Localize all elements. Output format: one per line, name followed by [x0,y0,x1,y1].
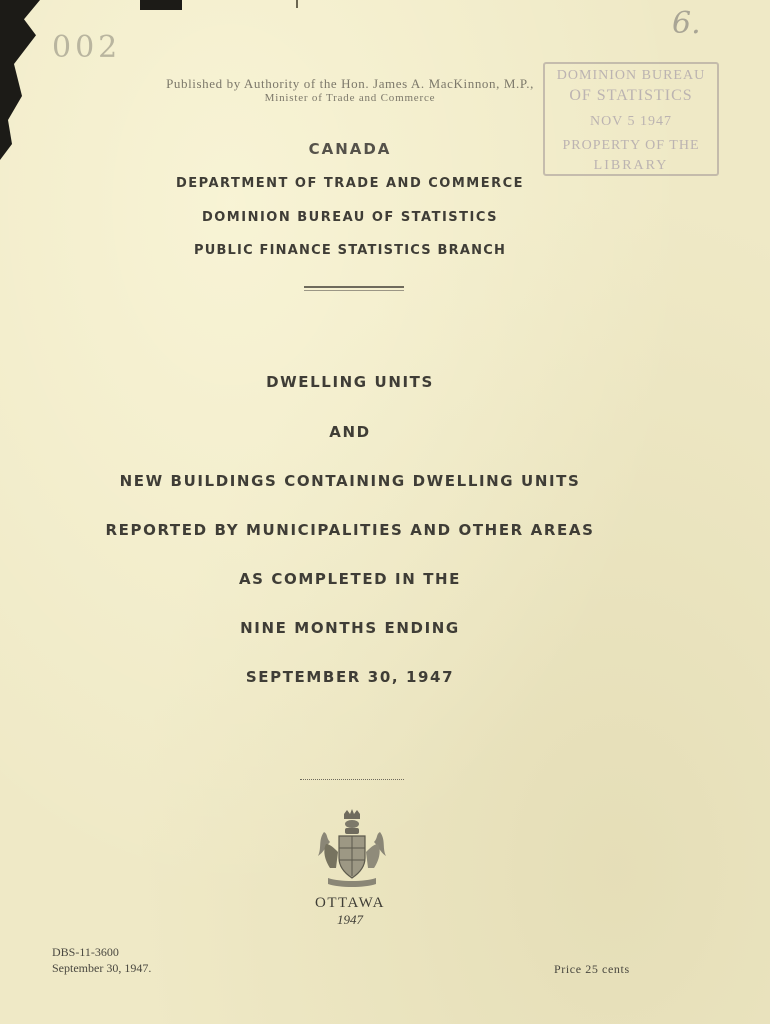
authority-line-1: Published by Authority of the Hon. James A. MacKinnon, M.P., [166,76,534,91]
library-stamp [543,62,719,176]
title-line-7: SEPTEMBER 30, 1947 [245,668,455,686]
handwritten-corner-mark: 6. [672,6,701,41]
fold-tick [296,0,298,8]
title-line-4: REPORTED BY MUNICIPALITIES AND OTHER AREAS [105,521,595,539]
divider-rule-thin [304,290,404,291]
title-line-2: AND [329,423,371,441]
authority-line-2: Minister of Trade and Commerce [264,92,436,104]
imprint-city: OTTAWA [315,895,385,911]
country-heading: CANADA [308,140,392,158]
stamp-line-1: DOMINION BUREAU [556,68,706,83]
document-code: DBS-11-3600 [52,945,119,959]
document-date: September 30, 1947. [52,961,152,975]
imprint-year: 1947 [337,912,363,927]
bureau-heading: DOMINION BUREAU OF STATISTICS [201,210,499,225]
serial-number: 002 [52,30,122,65]
department-heading: DEPARTMENT OF TRADE AND COMMERCE [175,176,525,191]
coat-of-arms-icon [316,808,388,890]
stamp-date: NOV 5 1947 [589,114,673,129]
branch-heading: PUBLIC FINANCE STATISTICS BRANCH [193,243,507,258]
stamp-line-2: OF STATISTICS [569,87,693,104]
dotted-divider [300,779,404,780]
tape-mark [140,0,182,10]
stamp-line-4: PROPERTY OF THE [562,138,700,153]
document-reference [52,944,151,976]
title-line-6: NINE MONTHS ENDING [240,619,460,637]
price-label: Price 25 cents [554,962,630,976]
title-line-5: AS COMPLETED IN THE [238,570,462,588]
title-line-1: DWELLING UNITS [266,373,434,391]
title-line-3: NEW BUILDINGS CONTAINING DWELLING UNITS [119,472,581,490]
stamp-line-5: LIBRARY [593,158,669,173]
divider-rule [304,286,404,288]
